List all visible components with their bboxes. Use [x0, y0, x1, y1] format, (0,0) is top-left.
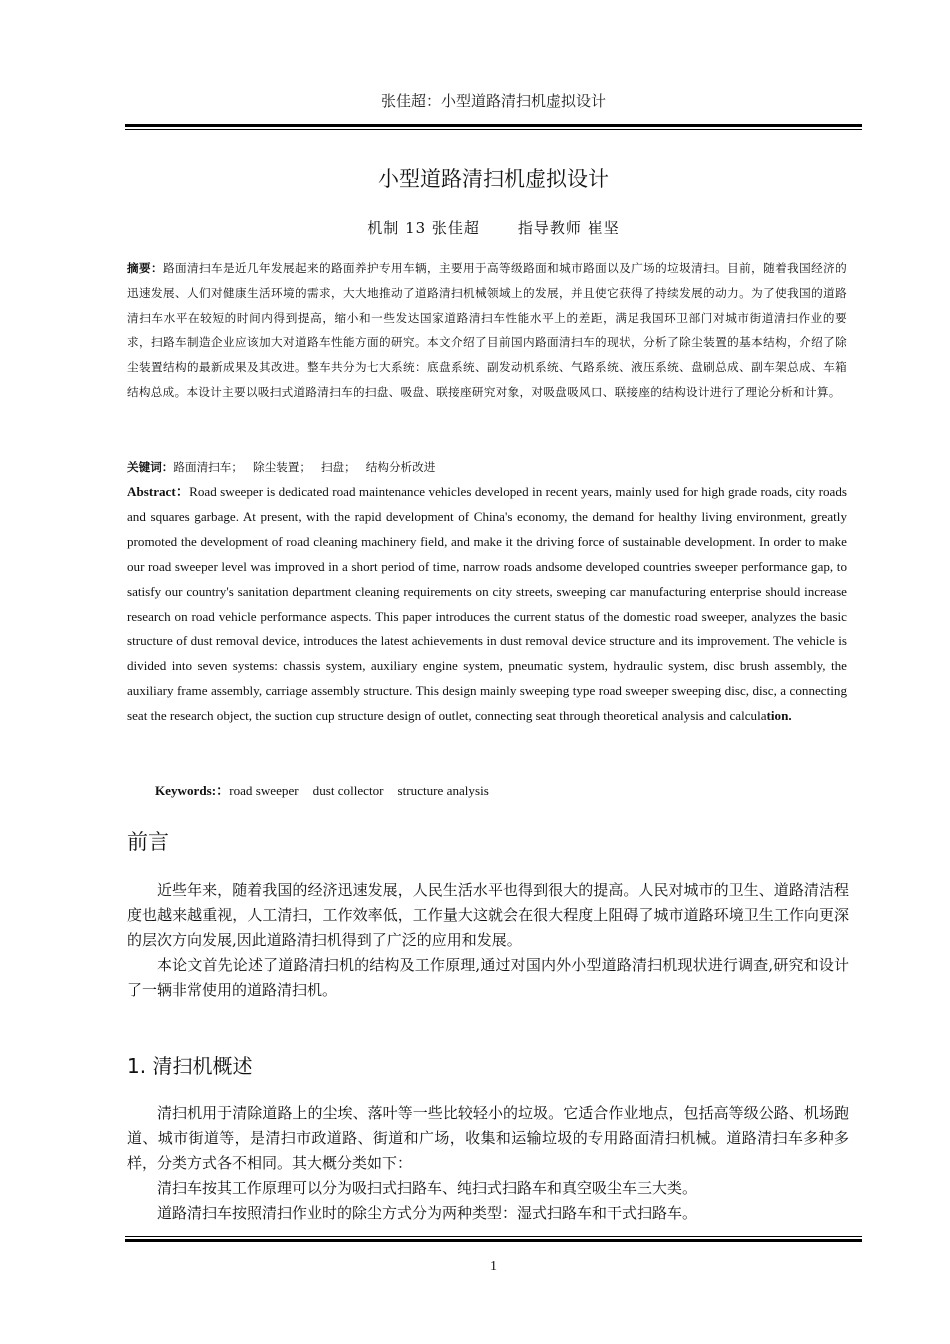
- section1-paragraph-1: 清扫机用于清除道路上的尘埃、落叶等一些比较轻小的垃圾。它适合作业地点，包括高等级公路、机场跑道、城市街道等，是清扫市政道路、街道和广场，收集和运输垃圾的专用路面清扫机械。道路清扫车多种多样，分类方式各不相同。其大概分类如下：: [127, 1104, 849, 1172]
- running-header: 张佳超：小型道路清扫机虚拟设计: [380, 92, 606, 110]
- keywords-en-label: Keywords:：: [155, 783, 230, 798]
- keyword-cn: 结构分析改进: [365, 460, 436, 474]
- abstract-en-label: Abstract：: [127, 484, 190, 499]
- footer-rule-thin: [125, 1236, 862, 1237]
- keyword-en: road sweeper: [229, 783, 299, 798]
- section-heading-preface: 前言: [127, 830, 169, 854]
- abstract-cn-label: 摘要：: [127, 261, 164, 275]
- abstract-en-text: Road sweeper is dedicated road maintenance vehicles developed in recent years, mainly used for high grade roads, city roads and squares garbage. At present, with the rapid development of China's economy, the demand for healthy living environment, greatly promoted the development of road cleaning machinery field, and make it the driving force of sustainable development. In order to make our road sweeper level was improved in a short period of time, narrow roads andsome developed countries sweeper performance gap, to satisfy our country's sanitation department cleaning requirements on city streets, sweeping car manufacturing enterprise should increase research on road vehicle performance aspects. This paper introduces the current status of the domestic road sweeper, analyzes the basic structure of dust removal device, introduces the latest achievements in dust removal device structure and its improvement. The vehicle is divided into seven systems: chassis system, auxiliary engine system, pneumatic system, hydraulic system, disc brush assembly, the auxiliary frame assembly, carriage assembly structure. This design mainly sweeping type road sweeper sweeping disc, disc, a connecting seat the research object, the suction cup structure design of outlet, connecting seat through theoretical analysis and calcula: [127, 484, 847, 724]
- author-name: 机制 13 张佳超: [367, 219, 480, 237]
- keywords-cn-label: 关键词：: [127, 460, 174, 474]
- advisor-name: 指导教师 崔坚: [517, 219, 620, 237]
- keyword-cn: 路面清扫车；: [173, 460, 243, 474]
- keywords-english: [155, 779, 845, 803]
- abstract-english: [127, 480, 847, 729]
- keyword-en: structure analysis: [397, 783, 489, 798]
- footer-rule-thick: [125, 1239, 862, 1242]
- keyword-cn: 扫盘；: [320, 460, 356, 474]
- section1-paragraph-3: 道路清扫车按照清扫作业时的除尘方式分为两种类型：湿式扫路车和干式扫路车。: [157, 1204, 698, 1222]
- keyword-cn: 除尘装置；: [252, 460, 311, 474]
- section1-paragraph-2: 清扫车按其工作原理可以分为吸扫式扫路车、纯扫式扫路车和真空吸尘车三大类。: [157, 1179, 698, 1197]
- header-rule-thick: [125, 124, 862, 127]
- paper-title: 小型道路清扫机虚拟设计: [378, 167, 609, 191]
- preface-paragraph-2: 本论文首先论述了道路清扫机的结构及工作原理,通过对国内外小型道路清扫机现状进行调查,研究和设计了一辆非常使用的道路清扫机。: [127, 956, 849, 999]
- header-rule-thin: [125, 129, 862, 130]
- section-heading-1: 1. 清扫机概述: [127, 1054, 253, 1078]
- preface-paragraph-1: 近些年来，随着我国的经济迅速发展，人民生活水平也得到很大的提高。人民对城市的卫生、道路清洁程度也越来越重视，人工清扫，工作效率低，工作量大这就会在很大程度上阻碍了城市道路环境卫生工作向更深的层次方向发展,因此道路清扫机得到了广泛的应用和发展。: [127, 881, 849, 949]
- page-number: 1: [490, 1259, 497, 1274]
- abstract-chinese: [127, 256, 847, 405]
- author-line: [125, 217, 862, 238]
- keywords-chinese: [127, 455, 847, 479]
- keyword-en: dust collector: [312, 783, 384, 798]
- abstract-cn-text: 路面清扫车是近几年发展起来的路面养护专用车辆，主要用于高等级路面和城市路面以及广场的垃圾清扫。目前，随着我国经济的迅速发展、人们对健康生活环境的需求，大大地推动了道路清扫机械领域上的发展，并且使它获得了持续发展的动力。为了使我国的道路清扫车水平在较短的时间内得到提高，缩小和一些发达国家道路清扫车性能水平上的差距，满足我国环卫部门对城市街道清扫作业的要求，扫路车制造企业应该加大对道路车性能方面的研究。本文介绍了目前国内路面清扫车的现状，分析了除尘装置的基本结构，介绍了除尘装置结构的最新成果及其改进。整车共分为七大系统：底盘系统、副发动机系统、气路系统、液压系统、盘刷总成、副车架总成、车箱结构总成。本设计主要以吸扫式道路清扫车的扫盘、吸盘、联接座研究对象，对吸盘吸风口、联接座的结构设计进行了理论分析和计算。: [127, 261, 847, 399]
- abstract-en-tail: tion.: [766, 708, 792, 724]
